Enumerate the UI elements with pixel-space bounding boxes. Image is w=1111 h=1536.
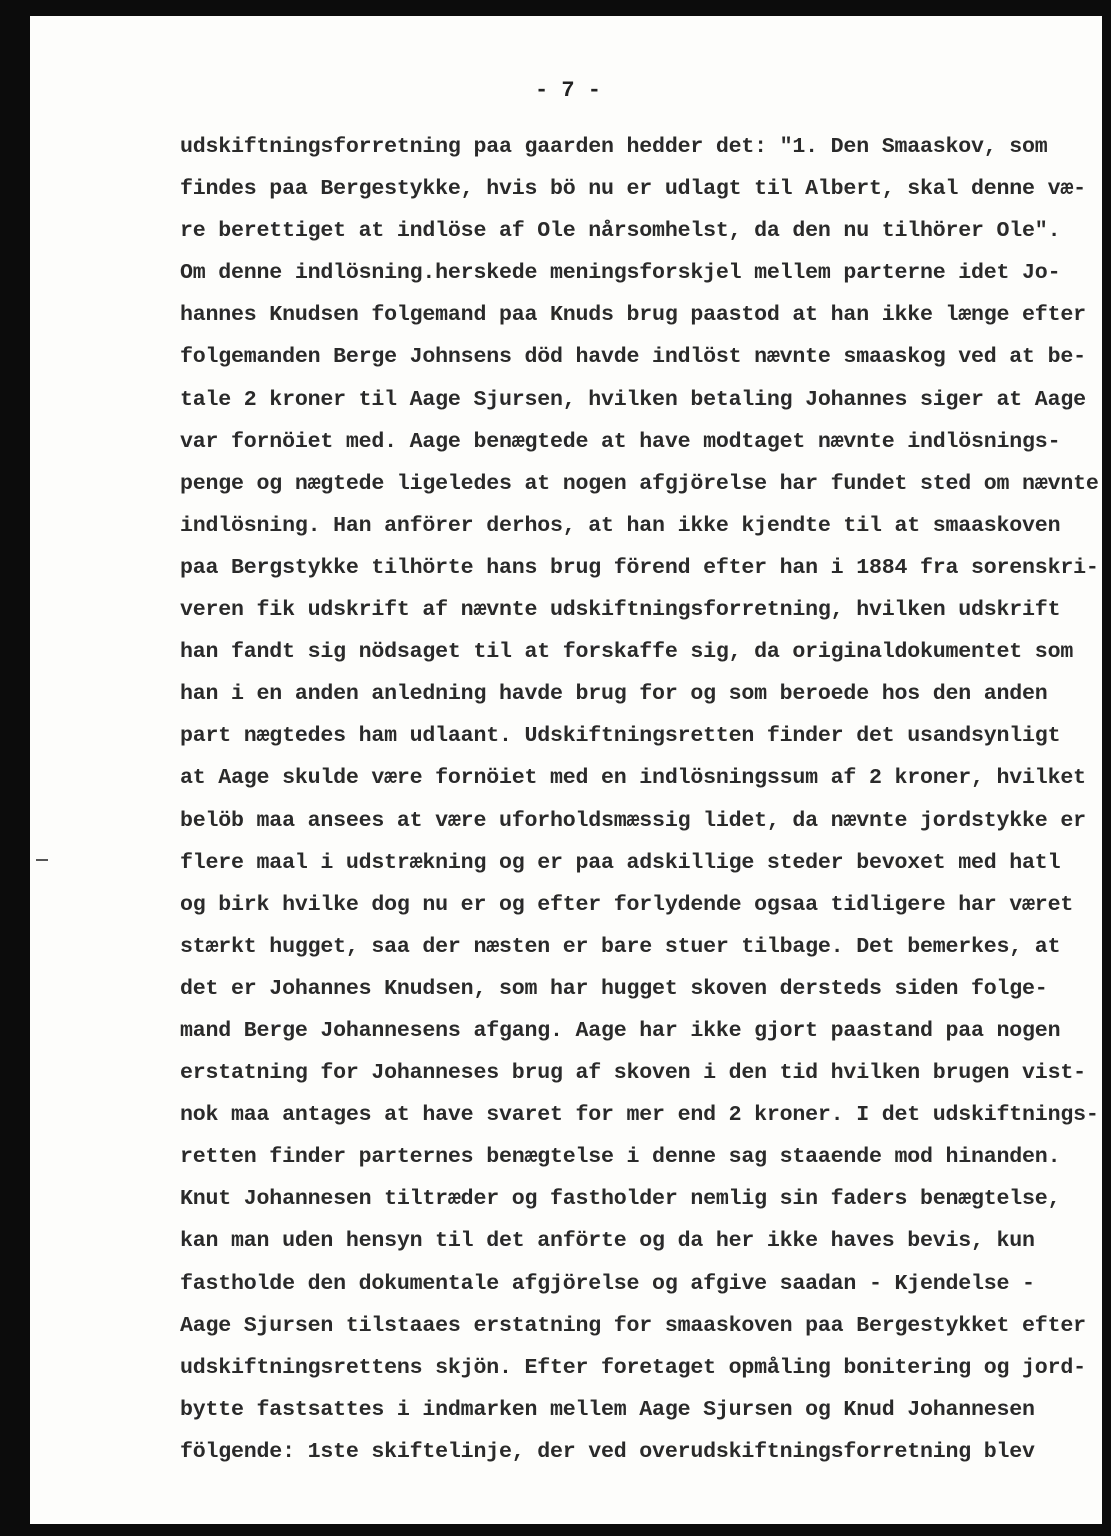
text-line: part nægtedes ham udlaant. Udskiftningsretten finder det usandsynligt [180, 724, 1061, 749]
text-line: nok maa antages at have svaret for mer end 2 kroner. I det udskiftnings- [180, 1103, 1099, 1128]
text-line: flere maal i udstrækning og er paa adskillige steder bevoxet med hatl [180, 850, 1061, 875]
text-line: findes paa Bergestykke, hvis bö nu er udlagt til Albert, skal denne væ- [180, 177, 1086, 202]
text-line: erstatning for Johanneses brug af skoven i den tid hvilken brugen vist- [180, 1061, 1086, 1086]
text-line: at Aage skulde være fornöiet med en indlösningssum af 2 kroner, hvilket [180, 766, 1086, 791]
text-line: han fandt sig nödsaget til at forskaffe sig, da originaldokumentet som [180, 640, 1074, 665]
text-line: Om denne indlösning.herskede meningsforskjel mellem parterne idet Jo- [180, 261, 1061, 286]
text-line: mand Berge Johannesens afgang. Aage har ikke gjort paastand paa nogen [180, 1018, 1061, 1043]
typed-text-body [180, 126, 1099, 1473]
text-line: retten finder parternes benægtelse i denne sag staaende mod hinanden. [180, 1145, 1061, 1170]
text-line: stærkt hugget, saa der næsten er bare stuer tilbage. Det bemerkes, at [180, 934, 1061, 959]
text-line: og birk hvilke dog nu er og efter forlydende ogsaa tidligere har været [180, 892, 1074, 917]
text-line: bytte fastsattes i indmarken mellem Aage Sjursen og Knud Johannesen [180, 1397, 1035, 1422]
text-line: belöb maa ansees at være uforholdsmæssig lidet, da nævnte jordstykke er [180, 808, 1086, 833]
text-line: veren fik udskrift af nævnte udskiftningsforretning, hvilken udskrift [180, 598, 1061, 623]
text-line: udskiftningsforretning paa gaarden hedder det: "1. Den Smaaskov, som [180, 135, 1048, 159]
text-line: Aage Sjursen tilstaaes erstatning for smaaskoven paa Bergestykket efter [180, 1313, 1086, 1338]
margin-mark [36, 859, 48, 861]
text-line: indlösning. Han anförer derhos, at han ikke kjendte til at smaaskoven [180, 513, 1061, 538]
text-line: udskiftningsrettens skjön. Efter foretaget opmåling bonitering og jord- [180, 1355, 1086, 1380]
text-line: penge og nægtede ligeledes at nogen afgjörelse har fundet sted om nævnte [180, 471, 1099, 496]
text-line: det er Johannes Knudsen, som har hugget skoven dersteds siden folge- [180, 976, 1048, 1001]
text-line: Knut Johannesen tiltræder og fastholder nemlig sin faders benægtelse, [180, 1187, 1061, 1212]
text-line: fastholde den dokumentale afgjörelse og afgive saadan - Kjendelse - [180, 1271, 1035, 1296]
text-line: folgemanden Berge Johnsens död havde indlöst nævnte smaaskog ved at be- [180, 345, 1086, 370]
text-line: paa Bergstykke tilhörte hans brug förend efter han i 1884 fra sorenskri- [180, 555, 1099, 580]
text-line: fölgende: 1ste skiftelinje, der ved overudskiftningsforretning blev [180, 1439, 1035, 1464]
text-line: han i en anden anledning havde brug for og som beroede hos den anden [180, 682, 1048, 707]
text-line: hannes Knudsen folgemand paa Knuds brug paastod at han ikke længe efter [180, 303, 1086, 328]
text-line: var fornöiet med. Aage benægtede at have modtaget nævnte indlösnings- [180, 429, 1061, 454]
text-line: re berettiget at indlöse af Ole nårsomhelst, da den nu tilhörer Ole". [180, 219, 1061, 244]
text-line: tale 2 kroner til Aage Sjursen, hvilken betaling Johannes siger at Aage [180, 387, 1086, 412]
page-number: - 7 - [535, 78, 602, 103]
text-line: kan man uden hensyn til det anförte og da her ikke haves bevis, kun [180, 1229, 1035, 1254]
document-page [30, 16, 1102, 1524]
